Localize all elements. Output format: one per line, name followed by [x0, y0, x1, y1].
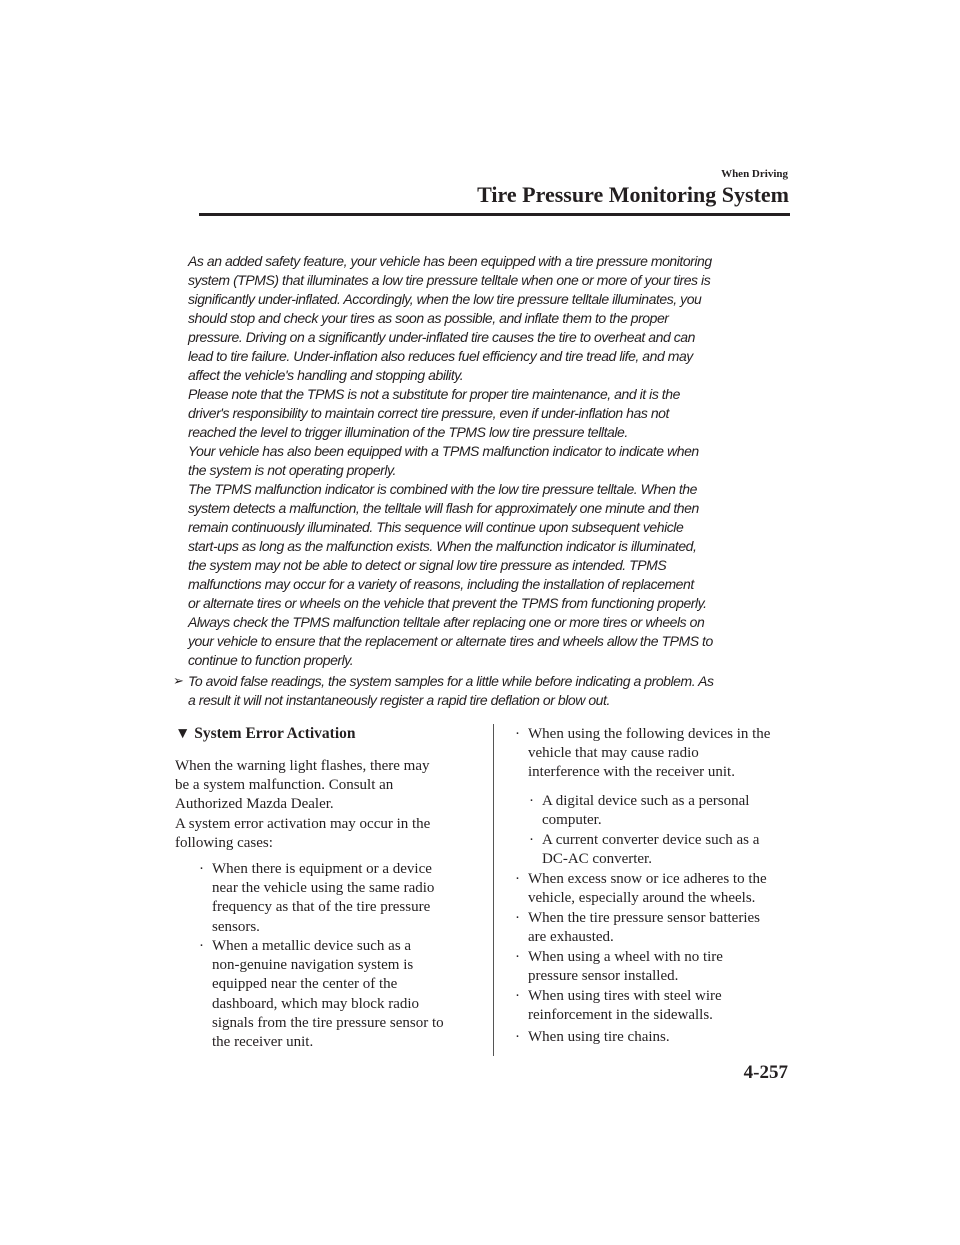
bullet-dot-icon: · [199, 861, 204, 877]
text-line: A digital device such as a personal [542, 793, 750, 809]
text-line: pressure sensor installed. [528, 968, 679, 985]
text-line: equipped near the center of the [212, 976, 398, 993]
text-line: reached the level to trigger illumination of the TPMS low tire pressure telltale. [188, 424, 628, 440]
text-line: When using the following devices in the [528, 726, 771, 742]
text-line: the receiver unit. [212, 1033, 314, 1050]
list-item [528, 1028, 670, 1047]
arrow-bullet-icon: ➢ [173, 674, 184, 689]
text-line: A system error activation may occur in the [175, 815, 431, 832]
text-line: vehicle that may cause radio [528, 745, 699, 762]
text-line: When a metallic device such as a [212, 938, 412, 954]
section-label: When Driving [721, 168, 788, 180]
text-line: the system is not operating properly. [188, 462, 396, 478]
bullet-dot-icon: · [515, 949, 520, 965]
list-item [528, 909, 760, 947]
list-item [528, 725, 770, 783]
text-line: the system may not be able to detect or signal low tire pressure as intended. TPMS [188, 557, 667, 573]
text-line: dashboard, which may block radio [212, 995, 420, 1012]
text-line: When the warning light flashes, there may [175, 758, 430, 774]
sub-list-item [542, 792, 749, 830]
text-line: lead to tire failure. Under-inflation also reduces fuel efficiency and tire tread life, and may [188, 348, 693, 364]
page-number: 4-257 [743, 1062, 788, 1083]
text-line: your vehicle to ensure that the replacement or alternate tires and wheels allow the TPMS to [188, 633, 713, 649]
text-line: signals from the tire pressure sensor to [212, 1014, 444, 1031]
text-line: frequency as that of the tire pressure [212, 899, 431, 916]
section-heading [175, 725, 356, 743]
text-line: reinforcement in the sidewalls. [528, 1007, 713, 1024]
text-line: start-ups as long as the malfunction exists. When the malfunction indicator is illuminated, [188, 538, 697, 554]
text-line: When there is equipment or a device [212, 861, 432, 877]
text-line: When excess snow or ice adheres to the [528, 871, 767, 887]
text-line: remain continuously illuminated. This sequence will continue upon subsequent vehicle [188, 519, 684, 535]
text-line: driver's responsibility to maintain correct tire pressure, even if under-inflation has not [188, 405, 669, 421]
title-rule [199, 213, 790, 216]
text-line: Always check the TPMS malfunction telltale after replacing one or more tires or wheels on [188, 614, 705, 630]
text-line: continue to function properly. [188, 652, 354, 668]
text-line: When using tires with steel wire [528, 988, 722, 1004]
text-line: system (TPMS) that illuminates a low tire pressure telltale when one or more of your tires is [188, 272, 711, 288]
tpms-intro [188, 252, 713, 670]
text-line: a result it will not instantaneously register a rapid tire deflation or blow out. [188, 692, 610, 708]
text-line: The TPMS malfunction indicator is combined with the low tire pressure telltale. When the [188, 481, 697, 497]
text-line: Please note that the TPMS is not a substitute for proper tire maintenance, and it is the [188, 386, 680, 402]
text-line: When using tire chains. [528, 1029, 670, 1045]
text-line: system detects a malfunction, the telltale will flash for approximately one minute and then [188, 500, 699, 516]
text-line: computer. [542, 812, 602, 829]
text-line: As an added safety feature, your vehicle has been equipped with a tire pressure monitoring [188, 253, 712, 269]
list-item [212, 860, 434, 937]
text-line: be a system malfunction. Consult an [175, 777, 394, 794]
text-line: affect the vehicle's handling and stopping ability. [188, 367, 464, 383]
false-readings-note [188, 672, 714, 710]
text-line: sensors. [212, 918, 260, 935]
list-item [528, 870, 767, 908]
bullet-dot-icon: · [515, 726, 520, 742]
bullet-dot-icon: · [515, 1029, 520, 1045]
text-line: DC-AC converter. [542, 851, 652, 868]
text-line: Authorized Mazda Dealer. [175, 796, 334, 813]
text-line: malfunctions may occur for a variety of reasons, including the installation of replacement [188, 576, 694, 592]
text-line: vehicle, especially around the wheels. [528, 890, 756, 907]
triangle-down-icon: ▼ [175, 725, 191, 742]
text-line: non-genuine navigation system is [212, 957, 414, 974]
text-line: are exhausted. [528, 929, 614, 946]
bullet-dot-icon: · [199, 938, 204, 954]
list-item [528, 948, 723, 986]
text-line: near the vehicle using the same radio [212, 880, 435, 897]
text-line: When using a wheel with no tire [528, 949, 723, 965]
list-item [212, 937, 444, 1052]
bullet-dot-icon: · [515, 988, 520, 1004]
text-line: Your vehicle has also been equipped with a TPMS malfunction indicator to indicate when [188, 443, 699, 459]
list-item [528, 987, 722, 1025]
text-line: significantly under-inflated. Accordingly, when the low tire pressure telltale illuminates, you [188, 291, 702, 307]
text-line: interference with the receiver unit. [528, 764, 735, 781]
text-line: or alternate tires or wheels on the vehicle that prevent the TPMS from functioning properly. [188, 595, 707, 611]
page-title: Tire Pressure Monitoring System [477, 182, 789, 207]
text-line: should stop and check your tires as soon as possible, and inflate them to the proper [188, 310, 669, 326]
bullet-dot-icon: · [529, 793, 534, 809]
bullet-dot-icon: · [515, 910, 520, 926]
column-divider [493, 724, 494, 1056]
text-line: following cases: [175, 834, 273, 851]
section-paragraph [175, 757, 430, 853]
text-line: pressure. Driving on a significantly under-inflated tire causes the tire to overheat and can [188, 329, 695, 345]
text-line: To avoid false readings, the system samples for a little while before indicating a problem. As [188, 673, 714, 689]
text-line: A current converter device such as a [542, 832, 760, 848]
bullet-dot-icon: · [529, 832, 534, 848]
bullet-dot-icon: · [515, 871, 520, 887]
text-line: When the tire pressure sensor batteries [528, 910, 760, 926]
section-heading-text: System Error Activation [194, 725, 356, 742]
sub-list-item [542, 831, 759, 869]
